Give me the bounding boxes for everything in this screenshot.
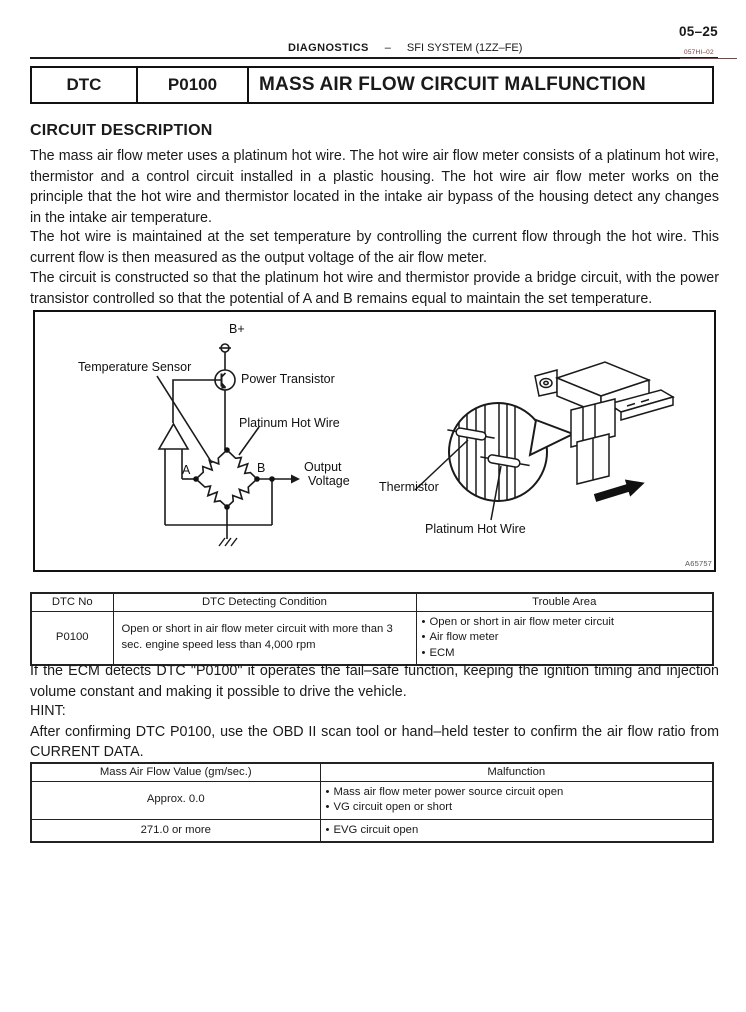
- malfunction-text: EVG circuit open: [333, 823, 419, 836]
- header-section: DIAGNOSTICS: [288, 42, 369, 54]
- power-transistor-label: Power Transistor: [241, 372, 335, 386]
- detecting-condition-cell: Open or short in air flow meter circuit with more than 3 sec. engine speed less than 4,000 rpm: [113, 611, 416, 665]
- description-paragraph-3: The circuit is constructed so that the platinum hot wire and thermistor provide a bridge circuit, with the power transistor controlled so that the potential of A and B remains equal to maintain the set temperature.: [30, 270, 719, 307]
- malfunction-cell: [320, 819, 713, 842]
- dtc-table-header-dtc-no: DTC No: [31, 593, 113, 611]
- bullet-marker: •: [325, 785, 330, 798]
- dtc-banner: [30, 66, 714, 104]
- malfunction-text: Mass air flow meter power source circuit open: [333, 785, 564, 798]
- description-paragraph-2: The hot wire is maintained at the set temperature by controlling the current flow through the hot wire. This current flow is then measured as the output voltage of the air flow meter.: [30, 229, 719, 266]
- malfunction-cell: [320, 781, 713, 819]
- trouble-area-text: ECM: [429, 646, 455, 659]
- trouble-area-item: [422, 630, 708, 646]
- header-system: SFI SYSTEM (1ZZ–FE): [406, 42, 523, 54]
- platinum-hot-wire-right-label: Platinum Hot Wire: [425, 522, 526, 536]
- trouble-area-cell: [416, 611, 713, 665]
- dtc-table-header-condition: DTC Detecting Condition: [113, 593, 416, 611]
- bullet-marker: •: [421, 646, 426, 659]
- maf-value-cell: 271.0 or more: [31, 819, 320, 842]
- dtc-no-cell: P0100: [31, 611, 113, 665]
- figure-code: A65757: [685, 559, 713, 568]
- dtc-table: [30, 592, 714, 666]
- header-breadcrumb: [288, 42, 522, 54]
- thermistor-label: Thermistor: [379, 480, 439, 494]
- b-plus-label: B+: [229, 322, 245, 336]
- doc-code: 057HI–02: [684, 49, 714, 56]
- dtc-banner-code: P0100: [138, 68, 249, 102]
- hint-text: After confirming DTC P0100, use the OBD II scan tool or hand–held tester to confirm the air flow ratio from CURRENT DATA.: [30, 724, 719, 760]
- dtc-table-header-row: [31, 593, 713, 611]
- node-b-label: B: [257, 461, 266, 475]
- malfunction-item: [326, 785, 708, 801]
- platinum-hot-wire-left-label: Platinum Hot Wire: [239, 416, 340, 430]
- maf-table-header-malfunction: Malfunction: [320, 763, 713, 781]
- output-voltage-label: [304, 460, 350, 488]
- maf-table-header-row: [31, 763, 713, 781]
- malfunction-text: VG circuit open or short: [333, 801, 453, 813]
- dtc-table-header-trouble-area: Trouble Area: [416, 593, 713, 611]
- maf-table-header-value: Mass Air Flow Value (gm/sec.): [31, 763, 320, 781]
- node-a-label: A: [182, 463, 191, 477]
- bullet-marker: •: [421, 615, 426, 628]
- maf-table: [30, 762, 714, 843]
- fail-safe-note: If the ECM detects DTC "P0100" it operates the fail–safe function, keeping the ignition timing and injection volume constant and making it possible to drive the vehicle.: [30, 663, 719, 700]
- malfunction-item: [326, 800, 708, 816]
- bullet-marker: •: [325, 801, 330, 813]
- dtc-banner-label: DTC: [32, 68, 138, 102]
- header-separator: –: [384, 42, 391, 54]
- malfunction-item: [326, 823, 708, 839]
- hint-label: HINT:: [30, 703, 66, 719]
- dtc-banner-title: MASS AIR FLOW CIRCUIT MALFUNCTION: [259, 74, 646, 95]
- header-rule-extension: [680, 58, 737, 59]
- maf-value-cell: Approx. 0.0: [31, 781, 320, 819]
- section-heading: CIRCUIT DESCRIPTION: [30, 122, 213, 139]
- maf-table-row: [31, 781, 713, 819]
- trouble-area-text: Open or short in air flow meter circuit: [429, 615, 615, 628]
- maf-table-row: [31, 819, 713, 842]
- output-voltage-line2: Voltage: [308, 474, 350, 488]
- page-number: 05–25: [678, 24, 718, 39]
- temperature-sensor-label: Temperature Sensor: [78, 360, 192, 374]
- trouble-area-item: [422, 646, 708, 662]
- output-voltage-line1: Output: [304, 460, 342, 474]
- bullet-marker: •: [325, 823, 330, 836]
- bullet-marker: •: [421, 631, 426, 643]
- dtc-table-row: [31, 611, 713, 665]
- header-rule: [30, 57, 718, 59]
- circuit-diagram-art: [35, 312, 714, 570]
- trouble-area-text: Air flow meter: [429, 631, 499, 643]
- description-paragraph-1: The mass air flow meter uses a platinum hot wire. The hot wire air flow meter consists of a platinum hot wire, thermistor and a control circuit installed in a plastic housing. The hot wire air flow meter works on the principle that the hot wire and thermistor located in the intake air bypass of the housing detect any changes in the intake air temperature.: [30, 148, 719, 226]
- trouble-area-item: [422, 615, 708, 631]
- circuit-figure: [33, 310, 716, 572]
